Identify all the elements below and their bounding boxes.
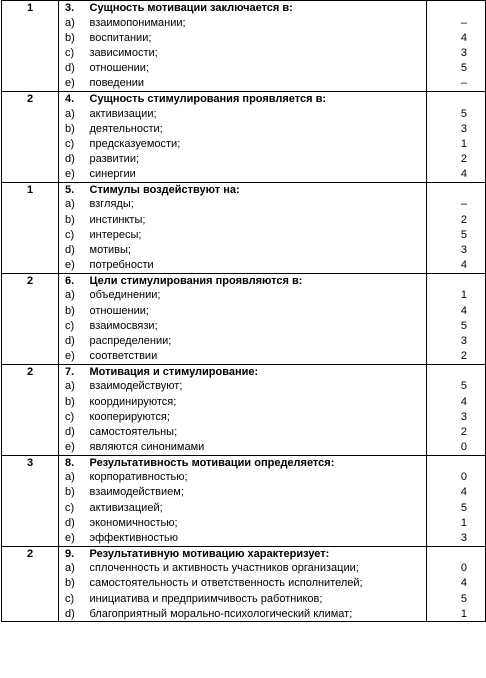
answer-text: благоприятный морально-психологический климат; xyxy=(87,606,427,622)
answer-score: – xyxy=(427,76,486,92)
question-score-cell xyxy=(427,182,486,197)
answer-level-cell xyxy=(2,561,59,576)
answer-score: 4 xyxy=(427,485,486,500)
answer-letter: b) xyxy=(65,486,75,499)
answer-row xyxy=(2,515,486,530)
answer-score: 5 xyxy=(427,591,486,606)
question-level: 1 xyxy=(2,182,59,197)
answer-row xyxy=(2,303,486,318)
answer-text: взаимодействием; xyxy=(89,486,184,499)
answer-letter: c) xyxy=(65,501,75,514)
question-text: Цели стимулирования проявляются в: xyxy=(87,273,427,288)
answer-score: – xyxy=(427,197,486,212)
answer-row xyxy=(2,561,486,576)
answer-score: 3 xyxy=(427,121,486,136)
question-text: Мотивация и стимулирование: xyxy=(87,364,427,379)
answer-letter: d) xyxy=(65,425,75,438)
answer-row xyxy=(2,591,486,606)
answer-score: 0 xyxy=(427,470,486,485)
answer-row xyxy=(2,121,486,136)
answer-score: 4 xyxy=(427,30,486,45)
answer-level-cell xyxy=(2,136,59,151)
answer-score: 3 xyxy=(427,242,486,257)
question-number: 3. xyxy=(59,1,87,16)
answer-letter: e) xyxy=(59,76,87,92)
answer-score: 1 xyxy=(427,136,486,151)
answer-row xyxy=(2,136,486,151)
answer-letter: c) xyxy=(65,137,75,150)
answer-level-cell xyxy=(2,424,59,439)
answer-text: поведении xyxy=(87,76,427,92)
answer-text: взаимодействуют; xyxy=(89,380,183,393)
answer-letter: d) xyxy=(59,606,87,622)
answer-text: экономичностью; xyxy=(89,516,178,529)
answer-text: сплоченность и активность участников организации; xyxy=(89,562,359,575)
answer-letter: e) xyxy=(59,440,87,456)
answer-row xyxy=(2,500,486,515)
answer-level-cell xyxy=(2,606,59,622)
answer-score: 4 xyxy=(427,303,486,318)
answer-row xyxy=(2,288,486,303)
answer-level-cell xyxy=(2,379,59,394)
answer-text: синергии xyxy=(87,167,427,183)
answer-score: – xyxy=(427,15,486,30)
answer-row xyxy=(2,197,486,212)
answer-level-cell xyxy=(2,30,59,45)
answer-letter: b) xyxy=(65,304,75,317)
answer-letter: a) xyxy=(65,380,75,393)
answer-row xyxy=(2,606,486,622)
answer-level-cell xyxy=(2,591,59,606)
answer-level-cell xyxy=(2,318,59,333)
answer-text: инициатива и предприимчивость работников; xyxy=(89,592,323,605)
question-row xyxy=(2,273,486,288)
answer-level-cell xyxy=(2,349,59,365)
answer-text: потребности xyxy=(87,258,427,274)
answer-letter: c) xyxy=(65,592,75,605)
answer-score: 2 xyxy=(427,424,486,439)
question-number: 8. xyxy=(59,455,87,470)
question-score-cell xyxy=(427,273,486,288)
answer-row xyxy=(2,485,486,500)
question-row xyxy=(2,455,486,470)
question-number: 5. xyxy=(59,182,87,197)
answer-level-cell xyxy=(2,500,59,515)
answer-letter: e) xyxy=(59,167,87,183)
answer-text: инстинкты; xyxy=(89,213,146,226)
answer-row xyxy=(2,15,486,30)
answer-row xyxy=(2,530,486,546)
answer-letter: a) xyxy=(65,471,75,484)
answer-level-cell xyxy=(2,288,59,303)
answer-letter: b) xyxy=(65,395,75,408)
answer-score: 0 xyxy=(427,440,486,456)
question-row xyxy=(2,91,486,106)
answer-letter: a) xyxy=(65,107,75,120)
answer-text: соответствии xyxy=(87,349,427,365)
answer-letter: c) xyxy=(65,228,75,241)
answer-row xyxy=(2,424,486,439)
answer-letter: c) xyxy=(65,46,75,59)
question-text: Результативность мотивации определяется: xyxy=(87,455,427,470)
answer-row xyxy=(2,242,486,257)
answer-letter: b) xyxy=(65,31,75,44)
question-score-cell xyxy=(427,1,486,16)
answer-row xyxy=(2,106,486,121)
answer-level-cell xyxy=(2,15,59,30)
answer-level-cell xyxy=(2,152,59,167)
answer-letter: c) xyxy=(65,319,75,332)
answer-score: 4 xyxy=(427,394,486,409)
answer-row xyxy=(2,379,486,394)
answer-level-cell xyxy=(2,106,59,121)
question-number: 7. xyxy=(59,364,87,379)
answer-score: 4 xyxy=(427,167,486,183)
answer-text: самостоятельны; xyxy=(89,425,178,438)
answer-letter: d) xyxy=(65,244,75,257)
questions-table-body xyxy=(2,1,486,622)
question-row xyxy=(2,364,486,379)
question-text: Сущность стимулирования проявляется в: xyxy=(87,91,427,106)
answer-score: 0 xyxy=(427,561,486,576)
answer-score: 1 xyxy=(427,288,486,303)
answer-level-cell xyxy=(2,76,59,92)
answer-letter: d) xyxy=(65,62,75,75)
answer-text: кооперируются; xyxy=(89,410,170,423)
answer-level-cell xyxy=(2,45,59,60)
answer-text: взгляды; xyxy=(89,198,134,211)
question-level: 2 xyxy=(2,546,59,561)
question-level: 2 xyxy=(2,273,59,288)
answer-letter: b) xyxy=(65,122,75,135)
question-row xyxy=(2,1,486,16)
answer-row xyxy=(2,61,486,76)
answer-letter: d) xyxy=(65,153,75,166)
question-row xyxy=(2,182,486,197)
answer-row xyxy=(2,333,486,348)
question-text: Стимулы воздействуют на: xyxy=(87,182,427,197)
answer-text: объединении; xyxy=(89,289,161,302)
question-level: 2 xyxy=(2,91,59,106)
answer-level-cell xyxy=(2,303,59,318)
answer-row xyxy=(2,30,486,45)
answer-row xyxy=(2,576,486,591)
answer-score: 3 xyxy=(427,530,486,546)
answer-score: 5 xyxy=(427,61,486,76)
answer-row xyxy=(2,349,486,365)
question-number: 9. xyxy=(59,546,87,561)
question-score-cell xyxy=(427,546,486,561)
answer-score: 4 xyxy=(427,258,486,274)
answer-letter: c) xyxy=(65,410,75,423)
answer-level-cell xyxy=(2,167,59,183)
answer-score: 1 xyxy=(427,606,486,622)
answer-level-cell xyxy=(2,470,59,485)
answer-letter: a) xyxy=(65,289,75,302)
answer-text: являются синонимами xyxy=(87,440,427,456)
answer-row xyxy=(2,45,486,60)
answer-level-cell xyxy=(2,121,59,136)
answer-row xyxy=(2,394,486,409)
answer-letter: e) xyxy=(59,349,87,365)
question-text: Сущность мотивации заключается в: xyxy=(87,1,427,16)
answer-text: отношении; xyxy=(89,304,149,317)
answer-row xyxy=(2,258,486,274)
answer-text: отношении; xyxy=(89,62,149,75)
answer-level-cell xyxy=(2,576,59,591)
answer-level-cell xyxy=(2,61,59,76)
answer-level-cell xyxy=(2,530,59,546)
answer-score: 5 xyxy=(427,106,486,121)
answer-row xyxy=(2,167,486,183)
answer-score: 4 xyxy=(427,576,486,591)
answer-score: 2 xyxy=(427,152,486,167)
answer-level-cell xyxy=(2,485,59,500)
answer-letter: a) xyxy=(65,16,75,29)
answer-text: корпоративностью; xyxy=(89,471,188,484)
answer-row xyxy=(2,212,486,227)
answer-text: распределении; xyxy=(89,334,172,347)
answer-level-cell xyxy=(2,197,59,212)
answer-letter: b) xyxy=(65,577,75,590)
answer-score: 1 xyxy=(427,515,486,530)
question-level: 3 xyxy=(2,455,59,470)
answer-score: 5 xyxy=(427,500,486,515)
answer-level-cell xyxy=(2,212,59,227)
answer-score: 3 xyxy=(427,333,486,348)
answer-text: мотивы; xyxy=(89,244,131,257)
answer-text: воспитании; xyxy=(89,31,152,44)
answer-text: взаимосвязи; xyxy=(89,319,158,332)
question-row xyxy=(2,546,486,561)
answer-row xyxy=(2,227,486,242)
answer-level-cell xyxy=(2,227,59,242)
answer-letter: b) xyxy=(65,213,75,226)
answer-text: эффективностью xyxy=(87,530,427,546)
answer-row xyxy=(2,76,486,92)
answer-score: 3 xyxy=(427,409,486,424)
answer-score: 5 xyxy=(427,379,486,394)
answer-row xyxy=(2,470,486,485)
question-text: Результативную мотивацию характеризует: xyxy=(87,546,427,561)
answer-text: интересы; xyxy=(89,228,142,241)
answer-level-cell xyxy=(2,242,59,257)
answer-score: 5 xyxy=(427,227,486,242)
answer-letter: e) xyxy=(59,530,87,546)
answer-score: 2 xyxy=(427,212,486,227)
answer-level-cell xyxy=(2,258,59,274)
answer-level-cell xyxy=(2,394,59,409)
answer-text: самостоятельность и ответственность исполнителей; xyxy=(89,577,363,590)
answer-row xyxy=(2,409,486,424)
question-level: 1 xyxy=(2,1,59,16)
answer-score: 3 xyxy=(427,45,486,60)
answer-level-cell xyxy=(2,515,59,530)
answer-letter: e) xyxy=(59,258,87,274)
answer-letter: d) xyxy=(65,334,75,347)
answer-score: 2 xyxy=(427,349,486,365)
answer-level-cell xyxy=(2,409,59,424)
question-number: 6. xyxy=(59,273,87,288)
answer-level-cell xyxy=(2,333,59,348)
answer-score: 5 xyxy=(427,318,486,333)
answer-text: развитии; xyxy=(89,153,140,166)
questions-table xyxy=(1,0,486,622)
answer-letter: a) xyxy=(65,562,75,575)
answer-text: координируются; xyxy=(89,395,177,408)
question-number: 4. xyxy=(59,91,87,106)
question-score-cell xyxy=(427,91,486,106)
question-score-cell xyxy=(427,455,486,470)
question-score-cell xyxy=(427,364,486,379)
answer-row xyxy=(2,152,486,167)
answer-row xyxy=(2,440,486,456)
answer-text: предсказуемости; xyxy=(89,137,181,150)
answer-text: деятельности; xyxy=(89,122,163,135)
answer-text: зависимости; xyxy=(89,46,158,59)
answer-letter: d) xyxy=(65,516,75,529)
answer-row xyxy=(2,318,486,333)
answer-level-cell xyxy=(2,440,59,456)
answer-letter: a) xyxy=(65,198,75,211)
answer-text: взаимопонимании; xyxy=(89,16,186,29)
answer-text: активизацией; xyxy=(89,501,163,514)
question-level: 2 xyxy=(2,364,59,379)
answer-text: активизации; xyxy=(89,107,157,120)
